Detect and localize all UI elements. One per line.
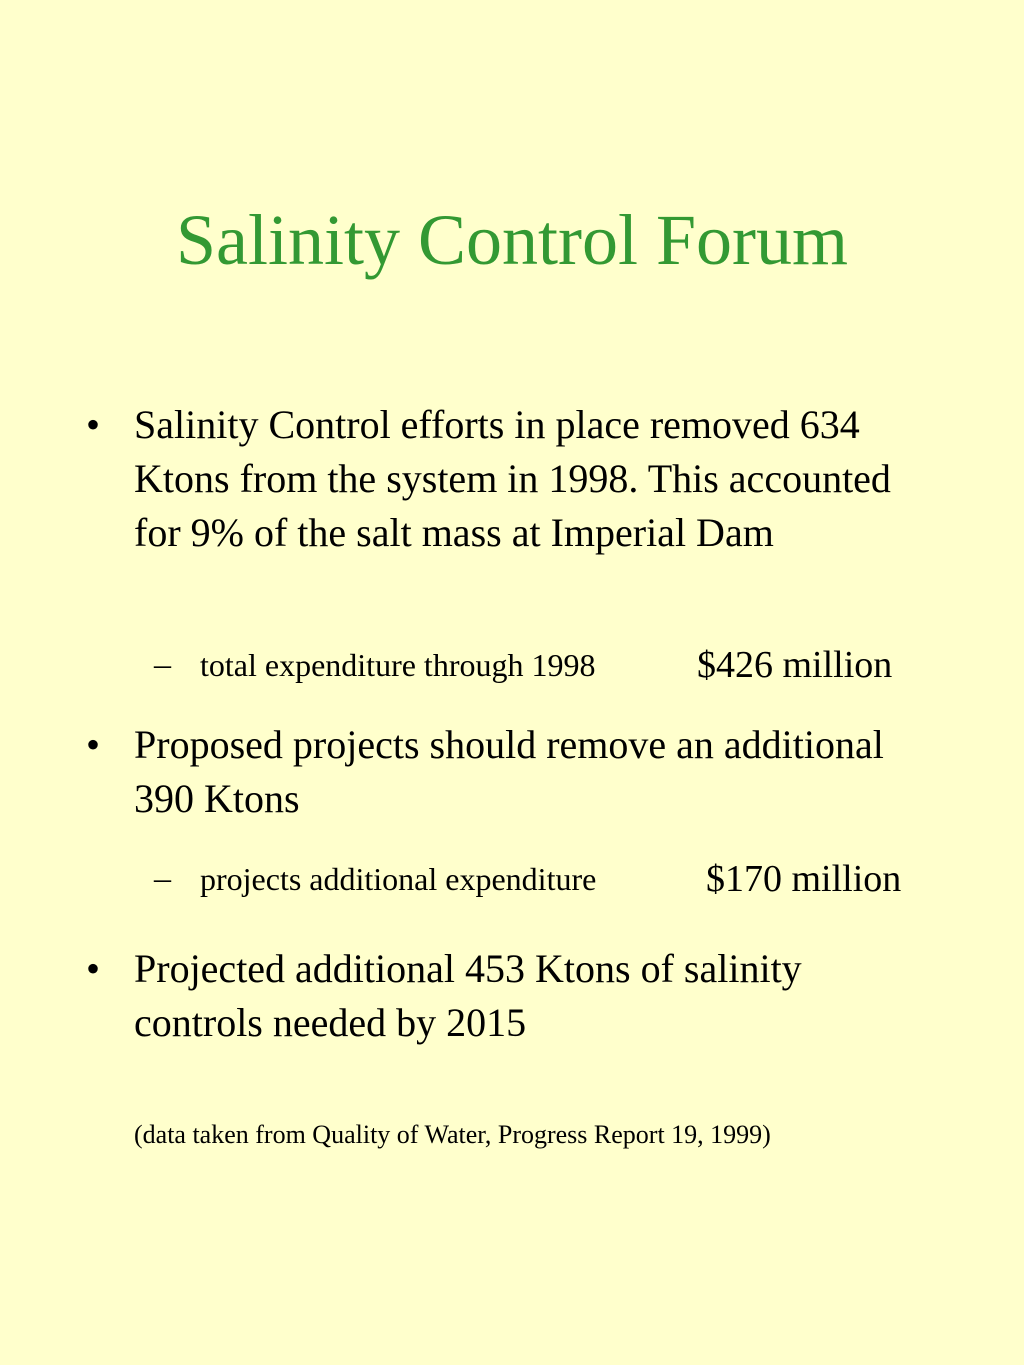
sub-bullet-expenditure-1998 xyxy=(0,643,1024,693)
bullet-text: Proposed projects should remove an additional 390 Ktons xyxy=(134,722,884,821)
slide-title: Salinity Control Forum xyxy=(175,200,849,280)
sub-bullet-label: total expenditure through 1998 xyxy=(200,647,596,683)
sub-bullet-projects-expenditure xyxy=(0,857,1024,907)
source-citation: (data taken from Quality of Water, Progress Report 19, 1999) xyxy=(134,1120,771,1149)
sub-bullet-label: projects additional expenditure xyxy=(200,861,597,897)
bullet-marker: • xyxy=(86,946,101,991)
bullet-text: Salinity Control efforts in place removed 634 Ktons from the system in 1998. This accounted for 9% of the salt mass at Imperial Dam xyxy=(134,402,891,555)
dash-marker: – xyxy=(154,646,171,683)
sub-bullet-amount: $426 million xyxy=(697,644,893,686)
bullet-text: Projected additional 453 Ktons of salinity controls needed by 2015 xyxy=(134,946,802,1045)
bullet-marker: • xyxy=(86,722,101,767)
bullet-marker: • xyxy=(86,402,101,447)
sub-bullet-amount: $170 million xyxy=(706,858,902,900)
dash-marker: – xyxy=(154,860,171,897)
